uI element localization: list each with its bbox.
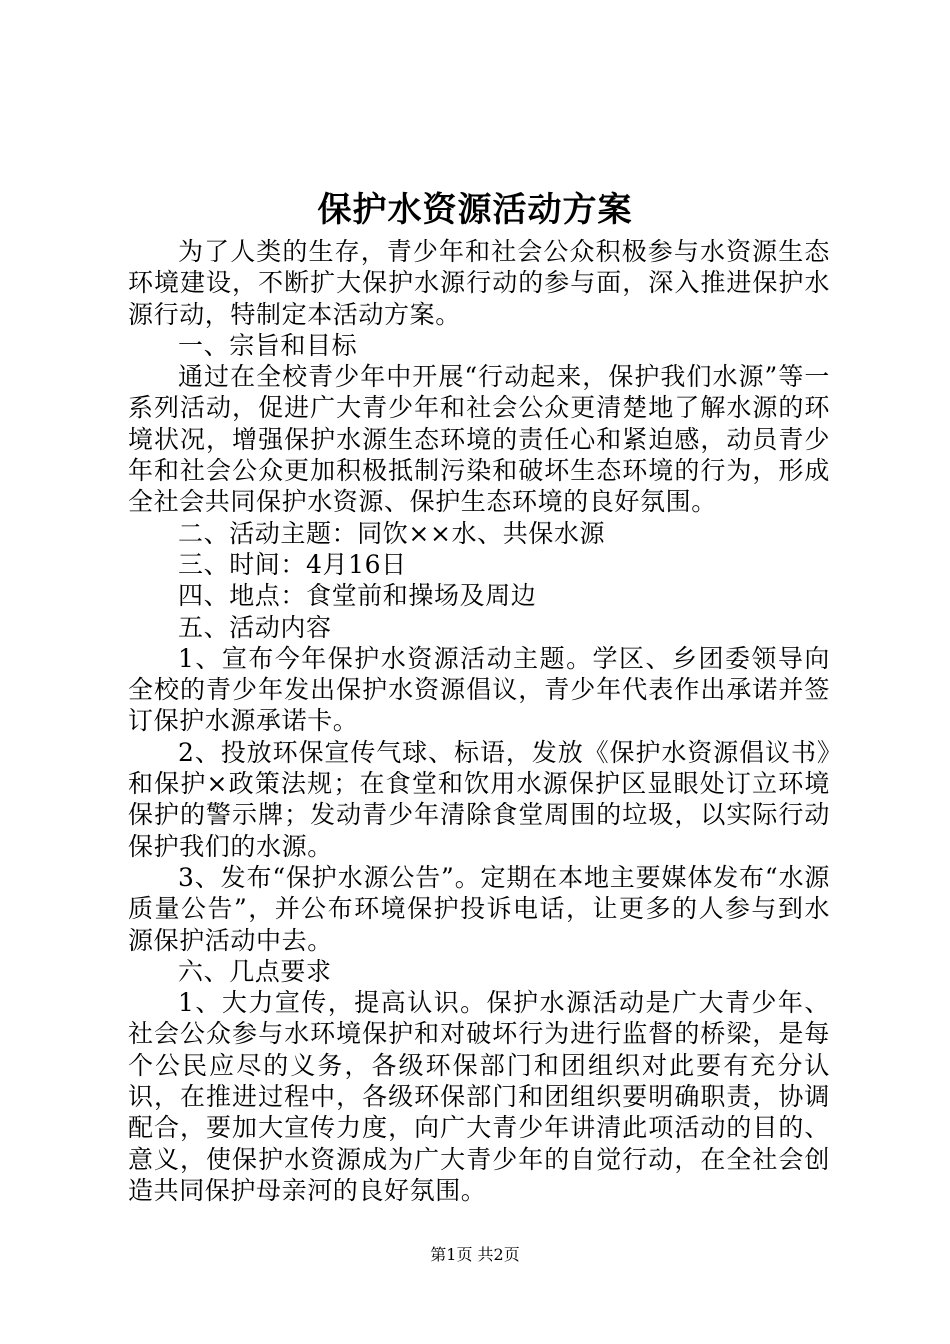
section-heading-location: 四、地点：食堂前和操场及周边 — [178, 581, 537, 611]
content-item-3: 3、发布“保护水源公告”。定期在本地主要媒体发布“水源质量公告”，并公布环境保护投诉电话，让更多的人参与到水源保护活动中去。 — [128, 862, 830, 955]
section-heading-time: 三、时间：4月16日 — [178, 549, 407, 579]
page-footer: 第1页 共2页 — [430, 1245, 520, 1264]
purpose-paragraph: 通过在全校青少年中开展“行动起来，保护我们水源”等一系列活动，促进广大青少年和社会公众更清楚地了解水源的环境状况，增强保护水源生态环境的责任心和紧迫感，动员青少年和社会公众更加积极抵制污染和破坏生态环境的行为，形成全社会共同保护水资源、保护生态环境的良好氛围。 — [128, 362, 830, 517]
content-item-2: 2、投放环保宣传气球、标语，发放《保护水资源倡议书》和保护×政策法规；在食堂和饮用水源保护区显眼处订立环境保护的警示牌；发动青少年清除食堂周围的垃圾，以实际行动保护我们的水源。 — [128, 737, 830, 861]
section-heading-content: 五、活动内容 — [178, 612, 332, 642]
requirement-item-1: 1、大力宣传，提高认识。保护水源活动是广大青少年、社会公众参与水环境保护和对破坏行为进行监督的桥梁，是每个公民应尽的义务，各级环保部门和团组织对此要有充分认识，在推进过程中，各级环保部门和团组织要明确职责，协调配合，要加大宣传力度，向广大青少年讲清此项活动的目的、意义，使保护水资源成为广大青少年的自觉行动，在全社会创造共同保护母亲河的良好氛围。 — [128, 988, 830, 1205]
section-heading-purpose: 一、宗旨和目标 — [178, 330, 358, 360]
content-item-1: 1、宣布今年保护水资源活动主题。学区、乡团委领导向全校的青少年发出保护水资源倡议，青少年代表作出承诺并签订保护水源承诺卡。 — [128, 643, 830, 736]
document-body — [128, 236, 830, 1206]
intro-paragraph: 为了人类的生存，青少年和社会公众积极参与水资源生态环境建设，不断扩大保护水源行动的参与面，深入推进保护水源行动，特制定本活动方案。 — [128, 237, 830, 329]
section-heading-theme: 二、活动主题：同饮××水、共保水源 — [178, 518, 606, 548]
section-heading-requirements: 六、几点要求 — [178, 956, 332, 986]
document-title: 保护水资源活动方案 — [317, 190, 633, 230]
